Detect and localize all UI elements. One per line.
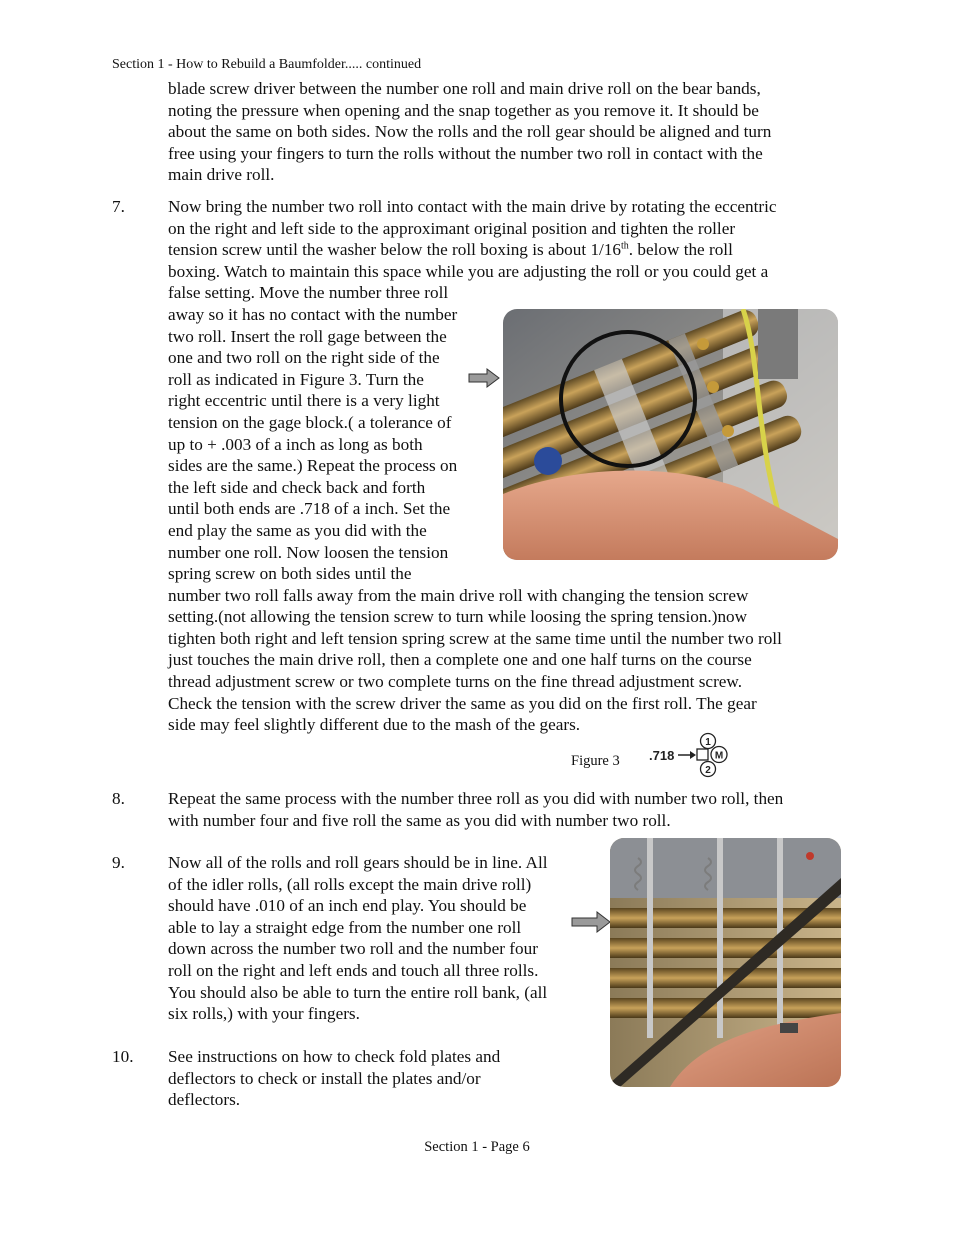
step-8-line: Repeat the same process with the number three roll as you did with number two roll, then <box>168 789 784 808</box>
step-10-line: See instructions on how to check fold plates and <box>168 1047 501 1066</box>
pointer-arrow-icon <box>571 911 611 938</box>
page-footer: Section 1 - Page 6 <box>424 1139 530 1155</box>
step-7-line <box>168 239 782 261</box>
step-10-paragraph <box>168 1046 500 1111</box>
step-10-line: deflectors to check or install the plates and/or <box>168 1068 481 1088</box>
intro-line: blade screw driver between the number one roll and main drive roll on the bear bands, <box>168 79 761 98</box>
step-7-line: boxing. Watch to maintain this space while you are adjusting the roll or you could get a <box>168 261 769 281</box>
step-7-wrap-line: roll as indicated in Figure 3. Turn the <box>168 369 424 389</box>
intro-line: free using your fingers to turn the rolls without the number two roll in contact with the <box>168 143 763 163</box>
step-7-wrap-line: away so it has no contact with the number <box>168 304 458 324</box>
step-7-wrap-line: number one roll. Now loosen the tension <box>168 542 449 562</box>
page-header: Section 1 - How to Rebuild a Baumfolder..... continued <box>112 57 422 72</box>
step-10-line: deflectors. <box>168 1090 241 1110</box>
pointer-arrow-icon <box>468 368 500 393</box>
step-7-wrap-line: the left side and check back and forth <box>168 477 426 497</box>
step-9-line: roll on the right and left ends and touch all three rolls. <box>168 960 539 980</box>
roll-one-label: 1 <box>705 737 711 748</box>
intro-line: noting the pressure when opening and the snap together as you remove it. It should be <box>168 100 759 120</box>
step-9-number: 9. <box>112 853 125 872</box>
step-8-number: 8. <box>112 789 125 808</box>
step-7-line: Check the tension with the screw driver the same as you did on the first roll. The gear <box>168 693 757 713</box>
step-7-wrap-line: sides are the same.) Repeat the process on <box>168 456 458 476</box>
step-7-wrap-line: spring screw on both sides until the <box>168 564 412 584</box>
step-7-wrap-line: two roll. Insert the roll gage between the <box>168 326 447 346</box>
step-7-wrap-line: up to + .003 of a inch as long as both <box>168 434 423 454</box>
intro-paragraph <box>168 78 771 186</box>
step-7-wrap-line: until both ends are .718 of a inch. Set the <box>168 499 451 519</box>
main-roll-label: M <box>714 750 724 762</box>
step-9-line: able to lay a straight edge from the number one roll <box>168 917 522 937</box>
step-7-wrap-line: end play the same as you did with the <box>168 520 427 540</box>
step-8-line: with number four and five roll the same as you did with number two roll. <box>168 810 671 830</box>
figure-3-measure: .718 <box>649 748 675 763</box>
step-7-superscript: th <box>621 240 629 252</box>
roll-two-label: 2 <box>705 765 711 776</box>
step-9-line: Now all of the rolls and roll gears should be in line. All <box>168 853 548 872</box>
step-7-line: on the right and left side to the approximant original position and tighten the roller <box>168 218 736 238</box>
roll-gage-photo <box>503 309 838 560</box>
step-7-wrap-line: false setting. Move the number three roll <box>168 283 449 303</box>
step-7-line: just touches the main drive roll, then a complete one and one half turns on the course <box>168 650 752 670</box>
step-7-sup-after: . below the roll <box>628 240 733 260</box>
step-7-line: Now bring the number two roll into contact with the main drive by rotating the eccentric <box>168 197 777 216</box>
step-7-number: 7. <box>112 197 125 216</box>
step-9-line: should have .010 of an inch end play. You should be <box>168 896 527 916</box>
step-7-sup-before: tension screw until the washer below the roll boxing is about 1/16 <box>168 240 622 260</box>
step-7-wrap-line: one and two roll on the right side of the <box>168 348 440 368</box>
figure-3-diagram <box>646 730 736 787</box>
step-7-line: side may feel slightly different due to the mash of the gears. <box>168 715 581 735</box>
step-9-line: down across the number two roll and the number four <box>168 939 538 959</box>
step-7-wrap-line: tension on the gage block.( a tolerance of <box>168 412 452 432</box>
step-7-line: number two roll falls away from the main drive roll with changing the tension screw <box>168 585 749 605</box>
figure-3-caption: Figure 3 <box>571 753 620 769</box>
step-9-line: You should also be able to turn the entire roll bank, (all <box>168 982 548 1002</box>
step-7-line: setting.(not allowing the tension screw to turn while loosing the spring tension.)now <box>168 607 748 627</box>
step-7-wrap-line: right eccentric until there is a very light <box>168 391 440 411</box>
step-7-line: tighten both right and left tension spring screw at the same time until the number two roll <box>168 628 782 648</box>
step-10-number: 10. <box>112 1047 134 1066</box>
step-9-line: of the idler rolls, (all rolls except the main drive roll) <box>168 874 532 894</box>
step-9-paragraph <box>168 852 548 1025</box>
intro-line: about the same on both sides. Now the rolls and the roll gear should be aligned and turn <box>168 122 772 142</box>
step-9-line: six rolls,) with your fingers. <box>168 1004 360 1024</box>
step-8-paragraph <box>168 788 783 831</box>
intro-line: main drive roll. <box>168 165 275 185</box>
straight-edge-photo <box>610 838 841 1087</box>
step-7-line: thread adjustment screw or two complete turns on the fine thread adjustment screw. <box>168 672 743 692</box>
